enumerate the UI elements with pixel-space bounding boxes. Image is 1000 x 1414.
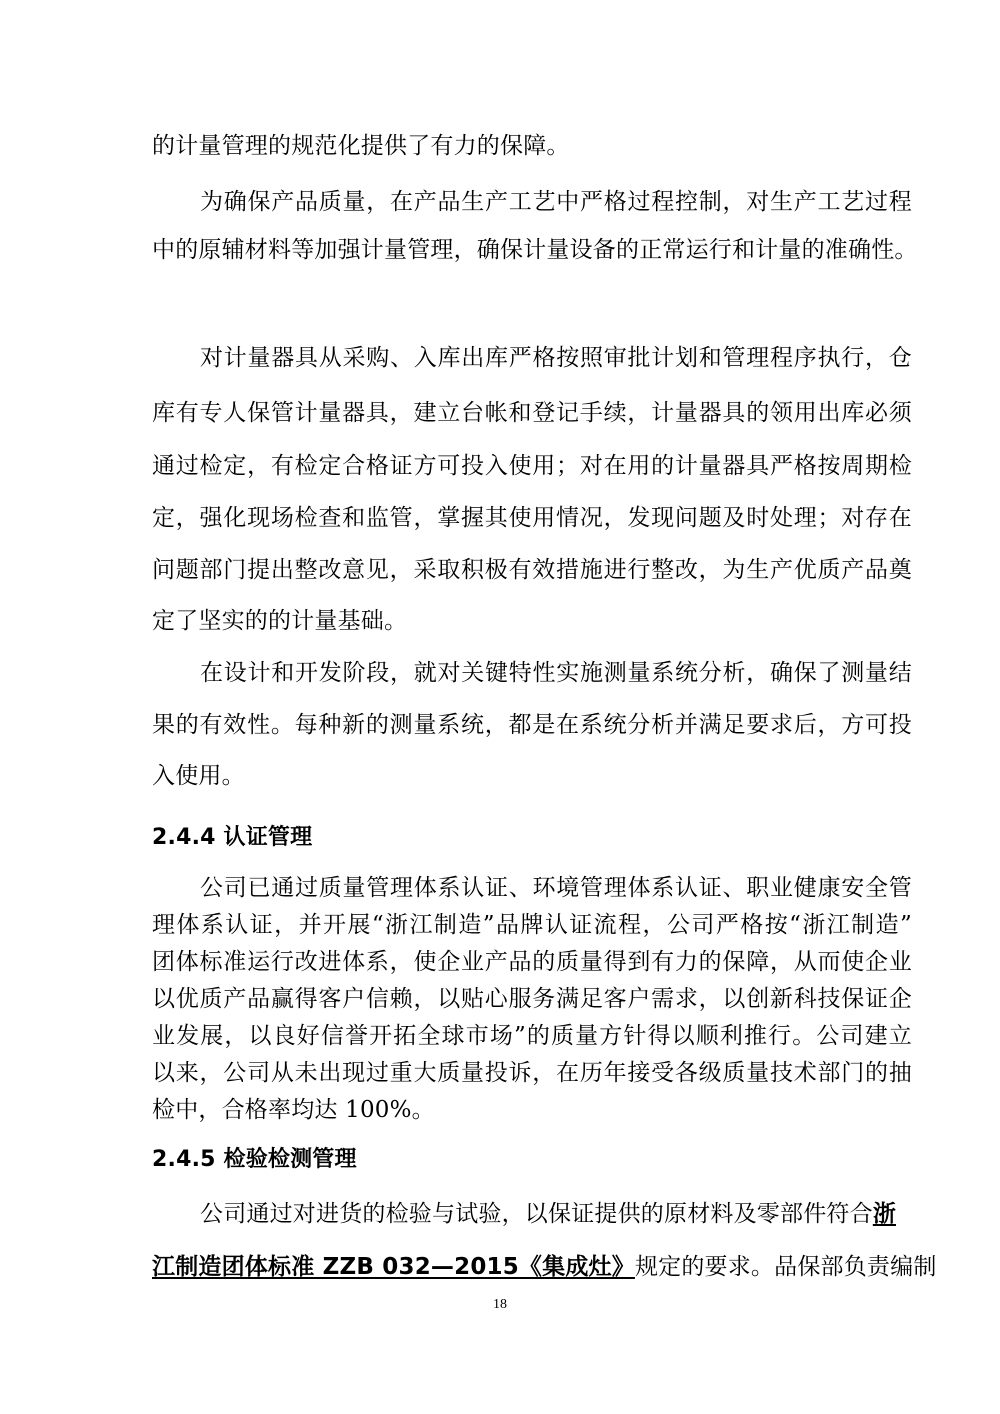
text-run: 规定的要求。品保部负责编制 (634, 1254, 937, 1280)
paragraph-line: 果的有效性。每种新的测量系统，都是在系统分析并满足要求后，方可投 (152, 712, 912, 738)
text-run: 公司通过对进货的检验与试验，以保证提供的原材料及零部件符合 (200, 1201, 873, 1227)
paragraph-line (152, 1252, 937, 1282)
standard-reference: 江制造团体标准 ZZB 032—2015《集成灶》 (152, 1254, 635, 1280)
paragraph-line: 中的原辅材料等加强计量管理，确保计量设备的正常运行和计量的准确性。 (152, 237, 918, 263)
section-heading: 2.4.4 认证管理 (152, 825, 313, 850)
paragraph-line (200, 1199, 912, 1229)
paragraph-line: 在设计和开发阶段，就对关键特性实施测量系统分析，确保了测量结 (200, 660, 912, 686)
paragraph-line: 定了坚实的的计量基础。 (152, 608, 408, 634)
paragraph-line: 通过检定，有检定合格证方可投入使用；对在用的计量器具严格按周期检 (152, 453, 912, 479)
paragraph-line: 为确保产品质量，在产品生产工艺中严格过程控制，对生产工艺过程 (200, 189, 912, 215)
paragraph-line: 问题部门提出整改意见，采取积极有效措施进行整改，为生产优质产品奠 (152, 557, 912, 583)
page-number: 18 (493, 1297, 507, 1312)
paragraph-line: 入使用。 (152, 763, 245, 789)
paragraph-line: 库有专人保管计量器具，建立台帐和登记手续，计量器具的领用出库必须 (152, 400, 912, 426)
paragraph-line: 定，强化现场检查和监管，掌握其使用情况，发现问题及时处理；对存在 (152, 505, 912, 531)
paragraph-line: 团体标准运行改进体系，使企业产品的质量得到有力的保障，从而使企业 (152, 949, 912, 975)
paragraph-line: 以来，公司从未出现过重大质量投诉，在历年接受各级质量技术部门的抽 (152, 1060, 912, 1086)
paragraph-line: 对计量器具从采购、入库出库严格按照审批计划和管理程序执行，仓 (200, 345, 912, 371)
paragraph-line: 的计量管理的规范化提供了有力的保障。 (152, 133, 570, 159)
paragraph-line: 业发展，以良好信誉开拓全球市场”的质量方针得以顺利推行。公司建立 (152, 1023, 912, 1049)
standard-reference: 浙 (872, 1201, 897, 1227)
paragraph-line: 以优质产品赢得客户信赖，以贴心服务满足客户需求，以创新科技保证企 (152, 986, 912, 1012)
paragraph-line: 理体系认证，并开展“浙江制造”品牌认证流程，公司严格按“浙江制造” (152, 912, 912, 938)
paragraph-line: 公司已通过质量管理体系认证、环境管理体系认证、职业健康安全管 (200, 875, 912, 901)
paragraph-line: 检中，合格率均达 100%。 (152, 1097, 435, 1123)
section-heading: 2.4.5 检验检测管理 (152, 1147, 357, 1172)
